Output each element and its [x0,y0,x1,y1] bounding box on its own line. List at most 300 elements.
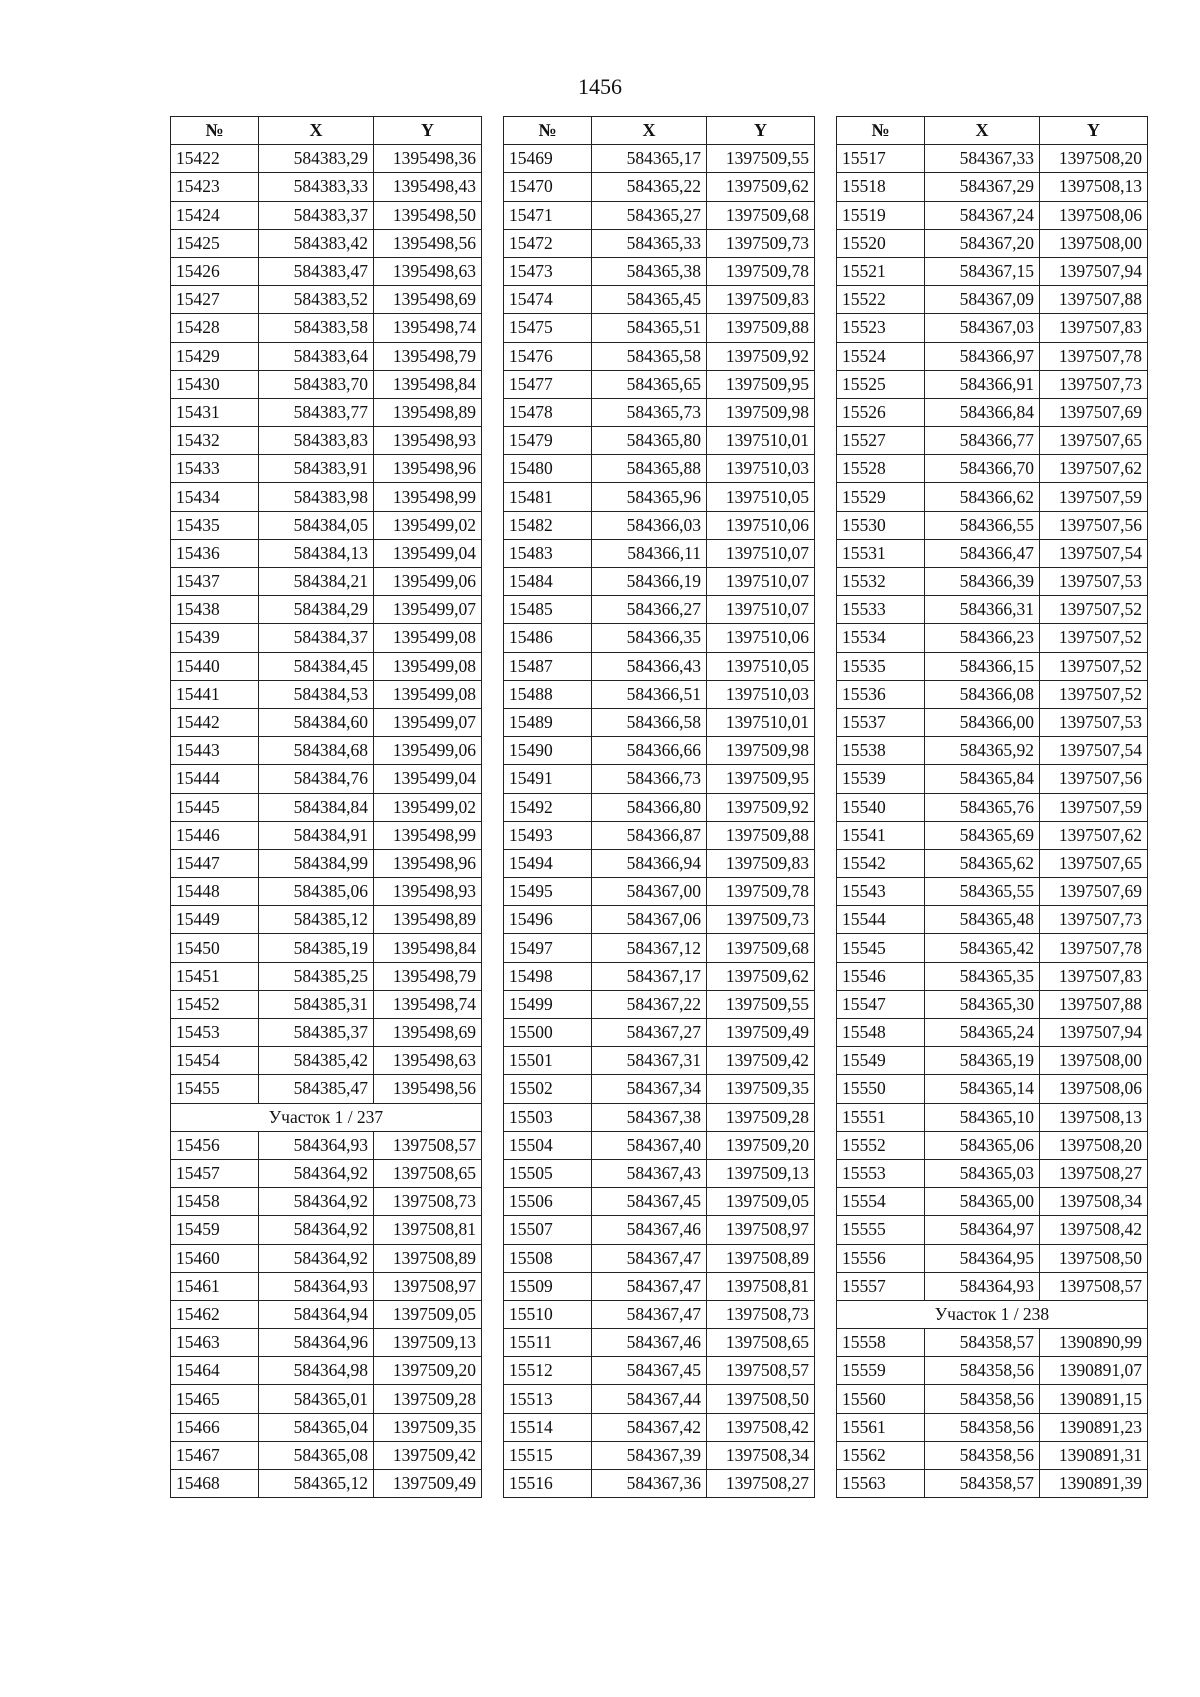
table-row [837,765,1148,793]
point-number-cell: 15486 [504,624,592,652]
x-coordinate-cell: 584365,65 [592,370,707,398]
point-number-cell: 15514 [504,1413,592,1441]
x-coordinate-cell: 584367,27 [592,1019,707,1047]
section-label: Участок 1 / 237 [171,1103,482,1131]
point-number-cell: 15544 [837,906,925,934]
table-row [504,1244,815,1272]
x-coordinate-cell: 584366,35 [592,624,707,652]
point-number-cell: 15546 [837,962,925,990]
y-coordinate-cell: 1397508,97 [707,1216,815,1244]
table-row [171,962,482,990]
y-coordinate-cell: 1397507,83 [1040,962,1148,990]
coordinates-table-1 [170,116,482,1498]
point-number-cell: 15466 [171,1413,259,1441]
table-row [837,624,1148,652]
table-row [171,1272,482,1300]
y-coordinate-cell: 1397508,57 [707,1357,815,1385]
y-coordinate-cell: 1390891,07 [1040,1357,1148,1385]
x-coordinate-cell: 584367,47 [592,1272,707,1300]
point-number-cell: 15461 [171,1272,259,1300]
point-number-cell: 15537 [837,708,925,736]
point-number-cell: 15453 [171,1019,259,1047]
y-coordinate-cell: 1397507,94 [1040,1019,1148,1047]
y-coordinate-cell: 1395498,99 [374,821,482,849]
y-coordinate-cell: 1397507,83 [1040,314,1148,342]
y-coordinate-cell: 1397508,57 [1040,1272,1148,1300]
y-coordinate-cell: 1397510,01 [707,427,815,455]
x-coordinate-cell: 584367,09 [925,286,1040,314]
point-number-cell: 15493 [504,821,592,849]
y-coordinate-cell: 1395498,50 [374,201,482,229]
y-coordinate-cell: 1397507,73 [1040,370,1148,398]
x-coordinate-cell: 584383,83 [259,427,374,455]
point-number-cell: 15433 [171,455,259,483]
y-coordinate-cell: 1397508,57 [374,1131,482,1159]
point-number-cell: 15432 [171,427,259,455]
point-number-cell: 15533 [837,596,925,624]
point-number-cell: 15562 [837,1441,925,1469]
point-number-cell: 15539 [837,765,925,793]
y-coordinate-cell: 1397509,78 [707,257,815,285]
x-coordinate-cell: 584364,93 [259,1131,374,1159]
table-row [837,286,1148,314]
y-coordinate-cell: 1397507,53 [1040,708,1148,736]
point-number-cell: 15442 [171,708,259,736]
table-row [837,1470,1148,1498]
x-coordinate-cell: 584364,93 [259,1272,374,1300]
x-coordinate-cell: 584358,56 [925,1385,1040,1413]
point-number-cell: 15502 [504,1075,592,1103]
x-coordinate-cell: 584365,19 [925,1047,1040,1075]
table-row [171,229,482,257]
table-row [171,1244,482,1272]
table-row [504,1300,815,1328]
x-coordinate-cell: 584365,73 [592,398,707,426]
point-number-cell: 15518 [837,173,925,201]
y-coordinate-cell: 1397509,42 [374,1441,482,1469]
point-number-cell: 15559 [837,1357,925,1385]
point-number-cell: 15558 [837,1329,925,1357]
y-coordinate-cell: 1397507,59 [1040,483,1148,511]
y-coordinate-cell: 1390891,23 [1040,1413,1148,1441]
y-coordinate-cell: 1397507,52 [1040,596,1148,624]
y-coordinate-cell: 1397509,62 [707,173,815,201]
x-coordinate-cell: 584358,57 [925,1329,1040,1357]
y-coordinate-cell: 1397510,03 [707,455,815,483]
point-number-cell: 15541 [837,821,925,849]
x-coordinate-cell: 584365,48 [925,906,1040,934]
section-row [837,1300,1148,1328]
table-row [504,708,815,736]
x-coordinate-cell: 584384,84 [259,793,374,821]
y-coordinate-cell: 1395498,93 [374,878,482,906]
x-coordinate-cell: 584365,12 [259,1470,374,1498]
table-row [837,1329,1148,1357]
table-row [504,1047,815,1075]
point-number-cell: 15483 [504,539,592,567]
x-coordinate-cell: 584367,47 [592,1244,707,1272]
y-coordinate-cell: 1397510,07 [707,568,815,596]
point-number-cell: 15496 [504,906,592,934]
point-number-cell: 15497 [504,934,592,962]
y-coordinate-cell: 1395499,07 [374,708,482,736]
table-row [837,257,1148,285]
x-coordinate-cell: 584366,62 [925,483,1040,511]
table-row [837,934,1148,962]
point-number-cell: 15472 [504,229,592,257]
point-number-cell: 15474 [504,286,592,314]
y-coordinate-cell: 1397507,52 [1040,680,1148,708]
y-coordinate-cell: 1397507,52 [1040,652,1148,680]
point-number-cell: 15488 [504,680,592,708]
y-coordinate-cell: 1395498,84 [374,370,482,398]
table-row [837,849,1148,877]
x-coordinate-cell: 584366,08 [925,680,1040,708]
y-coordinate-cell: 1397507,56 [1040,765,1148,793]
point-number-cell: 15516 [504,1470,592,1498]
table-row [504,1075,815,1103]
y-coordinate-cell: 1395498,96 [374,849,482,877]
x-coordinate-cell: 584367,39 [592,1441,707,1469]
x-coordinate-cell: 584366,39 [925,568,1040,596]
table-row [837,906,1148,934]
table-row [504,286,815,314]
y-coordinate-cell: 1397508,00 [1040,1047,1148,1075]
point-number-cell: 15447 [171,849,259,877]
x-coordinate-cell: 584384,37 [259,624,374,652]
point-number-cell: 15427 [171,286,259,314]
table-row [504,596,815,624]
x-coordinate-cell: 584367,00 [592,878,707,906]
point-number-cell: 15547 [837,990,925,1018]
point-number-cell: 15561 [837,1413,925,1441]
x-coordinate-cell: 584366,31 [925,596,1040,624]
header-number: № [504,117,592,145]
x-coordinate-cell: 584364,95 [925,1244,1040,1272]
point-number-cell: 15429 [171,342,259,370]
table-row [171,1357,482,1385]
table-row [171,1047,482,1075]
point-number-cell: 15554 [837,1188,925,1216]
y-coordinate-cell: 1390890,99 [1040,1329,1148,1357]
point-number-cell: 15423 [171,173,259,201]
point-number-cell: 15436 [171,539,259,567]
x-coordinate-cell: 584365,33 [592,229,707,257]
table-row [837,173,1148,201]
point-number-cell: 15508 [504,1244,592,1272]
y-coordinate-cell: 1397509,55 [707,145,815,173]
x-coordinate-cell: 584366,55 [925,511,1040,539]
x-coordinate-cell: 584366,80 [592,793,707,821]
x-coordinate-cell: 584365,04 [259,1413,374,1441]
point-number-cell: 15454 [171,1047,259,1075]
section-label: Участок 1 / 238 [837,1300,1148,1328]
y-coordinate-cell: 1395498,56 [374,229,482,257]
table-row [837,596,1148,624]
point-number-cell: 15489 [504,708,592,736]
y-coordinate-cell: 1397509,42 [707,1047,815,1075]
x-coordinate-cell: 584365,17 [592,145,707,173]
x-coordinate-cell: 584364,92 [259,1244,374,1272]
x-coordinate-cell: 584384,45 [259,652,374,680]
x-coordinate-cell: 584366,87 [592,821,707,849]
table-row [504,257,815,285]
y-coordinate-cell: 1397509,35 [374,1413,482,1441]
table-row [504,539,815,567]
x-coordinate-cell: 584365,08 [259,1441,374,1469]
table-row [504,624,815,652]
point-number-cell: 15460 [171,1244,259,1272]
y-coordinate-cell: 1397509,98 [707,398,815,426]
point-number-cell: 15505 [504,1159,592,1187]
table-row [837,708,1148,736]
y-coordinate-cell: 1397509,62 [707,962,815,990]
point-number-cell: 15553 [837,1159,925,1187]
x-coordinate-cell: 584384,29 [259,596,374,624]
x-coordinate-cell: 584367,43 [592,1159,707,1187]
y-coordinate-cell: 1397508,89 [707,1244,815,1272]
y-coordinate-cell: 1390891,39 [1040,1470,1148,1498]
y-coordinate-cell: 1397508,20 [1040,145,1148,173]
x-coordinate-cell: 584385,37 [259,1019,374,1047]
x-coordinate-cell: 584385,25 [259,962,374,990]
point-number-cell: 15509 [504,1272,592,1300]
table-row [504,1329,815,1357]
point-number-cell: 15464 [171,1357,259,1385]
table-row [171,708,482,736]
x-coordinate-cell: 584367,47 [592,1300,707,1328]
y-coordinate-cell: 1397510,06 [707,511,815,539]
table-row [504,398,815,426]
table-row [837,511,1148,539]
table-row [171,286,482,314]
point-number-cell: 15540 [837,793,925,821]
point-number-cell: 15459 [171,1216,259,1244]
x-coordinate-cell: 584384,91 [259,821,374,849]
x-coordinate-cell: 584365,51 [592,314,707,342]
y-coordinate-cell: 1397509,13 [707,1159,815,1187]
x-coordinate-cell: 584383,33 [259,173,374,201]
point-number-cell: 15443 [171,737,259,765]
point-number-cell: 15425 [171,229,259,257]
table-row [837,455,1148,483]
x-coordinate-cell: 584364,98 [259,1357,374,1385]
point-number-cell: 15530 [837,511,925,539]
x-coordinate-cell: 584366,94 [592,849,707,877]
x-coordinate-cell: 584366,03 [592,511,707,539]
point-number-cell: 15542 [837,849,925,877]
y-coordinate-cell: 1397509,88 [707,821,815,849]
y-coordinate-cell: 1397507,54 [1040,539,1148,567]
y-coordinate-cell: 1397509,28 [707,1103,815,1131]
y-coordinate-cell: 1397510,07 [707,596,815,624]
y-coordinate-cell: 1395498,63 [374,257,482,285]
y-coordinate-cell: 1397507,94 [1040,257,1148,285]
table-row [171,257,482,285]
y-coordinate-cell: 1397508,97 [374,1272,482,1300]
point-number-cell: 15560 [837,1385,925,1413]
x-coordinate-cell: 584366,70 [925,455,1040,483]
point-number-cell: 15494 [504,849,592,877]
table-row [837,568,1148,596]
table-row [504,1272,815,1300]
y-coordinate-cell: 1397509,83 [707,849,815,877]
header-x: X [259,117,374,145]
x-coordinate-cell: 584365,06 [925,1131,1040,1159]
y-coordinate-cell: 1390891,15 [1040,1385,1148,1413]
point-number-cell: 15507 [504,1216,592,1244]
point-number-cell: 15506 [504,1188,592,1216]
point-number-cell: 15520 [837,229,925,257]
y-coordinate-cell: 1397508,65 [707,1329,815,1357]
x-coordinate-cell: 584367,33 [925,145,1040,173]
x-coordinate-cell: 584383,64 [259,342,374,370]
y-coordinate-cell: 1397509,88 [707,314,815,342]
x-coordinate-cell: 584366,11 [592,539,707,567]
x-coordinate-cell: 584366,66 [592,737,707,765]
y-coordinate-cell: 1397510,06 [707,624,815,652]
table-row [171,765,482,793]
table-row [504,370,815,398]
y-coordinate-cell: 1397508,42 [707,1413,815,1441]
x-coordinate-cell: 584367,45 [592,1357,707,1385]
point-number-cell: 15484 [504,568,592,596]
y-coordinate-cell: 1397509,55 [707,990,815,1018]
table-row [171,201,482,229]
table-row [504,1131,815,1159]
point-number-cell: 15550 [837,1075,925,1103]
table-row [504,1103,815,1131]
point-number-cell: 15512 [504,1357,592,1385]
point-number-cell: 15551 [837,1103,925,1131]
point-number-cell: 15444 [171,765,259,793]
y-coordinate-cell: 1395498,43 [374,173,482,201]
table-row [837,1357,1148,1385]
x-coordinate-cell: 584365,30 [925,990,1040,1018]
y-coordinate-cell: 1395498,84 [374,934,482,962]
table-row [504,962,815,990]
x-coordinate-cell: 584358,57 [925,1470,1040,1498]
table-row [837,314,1148,342]
header-row [171,117,482,145]
x-coordinate-cell: 584367,29 [925,173,1040,201]
point-number-cell: 15437 [171,568,259,596]
y-coordinate-cell: 1397510,03 [707,680,815,708]
table-row [504,1216,815,1244]
y-coordinate-cell: 1395498,74 [374,990,482,1018]
y-coordinate-cell: 1397508,00 [1040,229,1148,257]
table-row [171,1159,482,1187]
y-coordinate-cell: 1397508,50 [1040,1244,1148,1272]
table-row [171,652,482,680]
point-number-cell: 15556 [837,1244,925,1272]
point-number-cell: 15535 [837,652,925,680]
point-number-cell: 15430 [171,370,259,398]
table-row [837,1019,1148,1047]
y-coordinate-cell: 1395499,04 [374,765,482,793]
x-coordinate-cell: 584365,76 [925,793,1040,821]
table-row [837,342,1148,370]
x-coordinate-cell: 584365,00 [925,1188,1040,1216]
table-row [837,229,1148,257]
x-coordinate-cell: 584367,06 [592,906,707,934]
x-coordinate-cell: 584367,42 [592,1413,707,1441]
x-coordinate-cell: 584367,17 [592,962,707,990]
table-row [837,1131,1148,1159]
table-row [171,1019,482,1047]
x-coordinate-cell: 584365,14 [925,1075,1040,1103]
table-row [171,173,482,201]
point-number-cell: 15475 [504,314,592,342]
x-coordinate-cell: 584366,91 [925,370,1040,398]
y-coordinate-cell: 1397508,06 [1040,201,1148,229]
table-row [504,568,815,596]
y-coordinate-cell: 1397509,49 [374,1470,482,1498]
table-row [837,1159,1148,1187]
table-row [837,1441,1148,1469]
table-row [504,934,815,962]
x-coordinate-cell: 584383,58 [259,314,374,342]
header-y: Y [1040,117,1148,145]
y-coordinate-cell: 1395498,93 [374,427,482,455]
x-coordinate-cell: 584367,46 [592,1216,707,1244]
x-coordinate-cell: 584384,05 [259,511,374,539]
point-number-cell: 15524 [837,342,925,370]
x-coordinate-cell: 584383,52 [259,286,374,314]
y-coordinate-cell: 1397509,73 [707,229,815,257]
x-coordinate-cell: 584366,73 [592,765,707,793]
x-coordinate-cell: 584366,84 [925,398,1040,426]
point-number-cell: 15521 [837,257,925,285]
point-number-cell: 15538 [837,737,925,765]
y-coordinate-cell: 1397509,05 [374,1300,482,1328]
y-coordinate-cell: 1397509,95 [707,370,815,398]
table-row [171,906,482,934]
header-row [837,117,1148,145]
x-coordinate-cell: 584385,31 [259,990,374,1018]
table-row [504,1188,815,1216]
x-coordinate-cell: 584367,45 [592,1188,707,1216]
x-coordinate-cell: 584365,84 [925,765,1040,793]
point-number-cell: 15449 [171,906,259,934]
x-coordinate-cell: 584364,92 [259,1188,374,1216]
table-row [837,1047,1148,1075]
x-coordinate-cell: 584367,22 [592,990,707,1018]
y-coordinate-cell: 1397509,05 [707,1188,815,1216]
point-number-cell: 15455 [171,1075,259,1103]
point-number-cell: 15469 [504,145,592,173]
table-row [837,962,1148,990]
table-row [504,990,815,1018]
x-coordinate-cell: 584384,60 [259,708,374,736]
y-coordinate-cell: 1395498,96 [374,455,482,483]
table-row [837,1244,1148,1272]
table-row [504,455,815,483]
y-coordinate-cell: 1395498,79 [374,342,482,370]
x-coordinate-cell: 584358,56 [925,1441,1040,1469]
table-row [504,737,815,765]
y-coordinate-cell: 1397507,78 [1040,342,1148,370]
point-number-cell: 15450 [171,934,259,962]
point-number-cell: 15517 [837,145,925,173]
x-coordinate-cell: 584358,56 [925,1413,1040,1441]
y-coordinate-cell: 1397507,56 [1040,511,1148,539]
table-row [171,624,482,652]
y-coordinate-cell: 1395499,04 [374,539,482,567]
header-number: № [171,117,259,145]
point-number-cell: 15534 [837,624,925,652]
point-number-cell: 15477 [504,370,592,398]
